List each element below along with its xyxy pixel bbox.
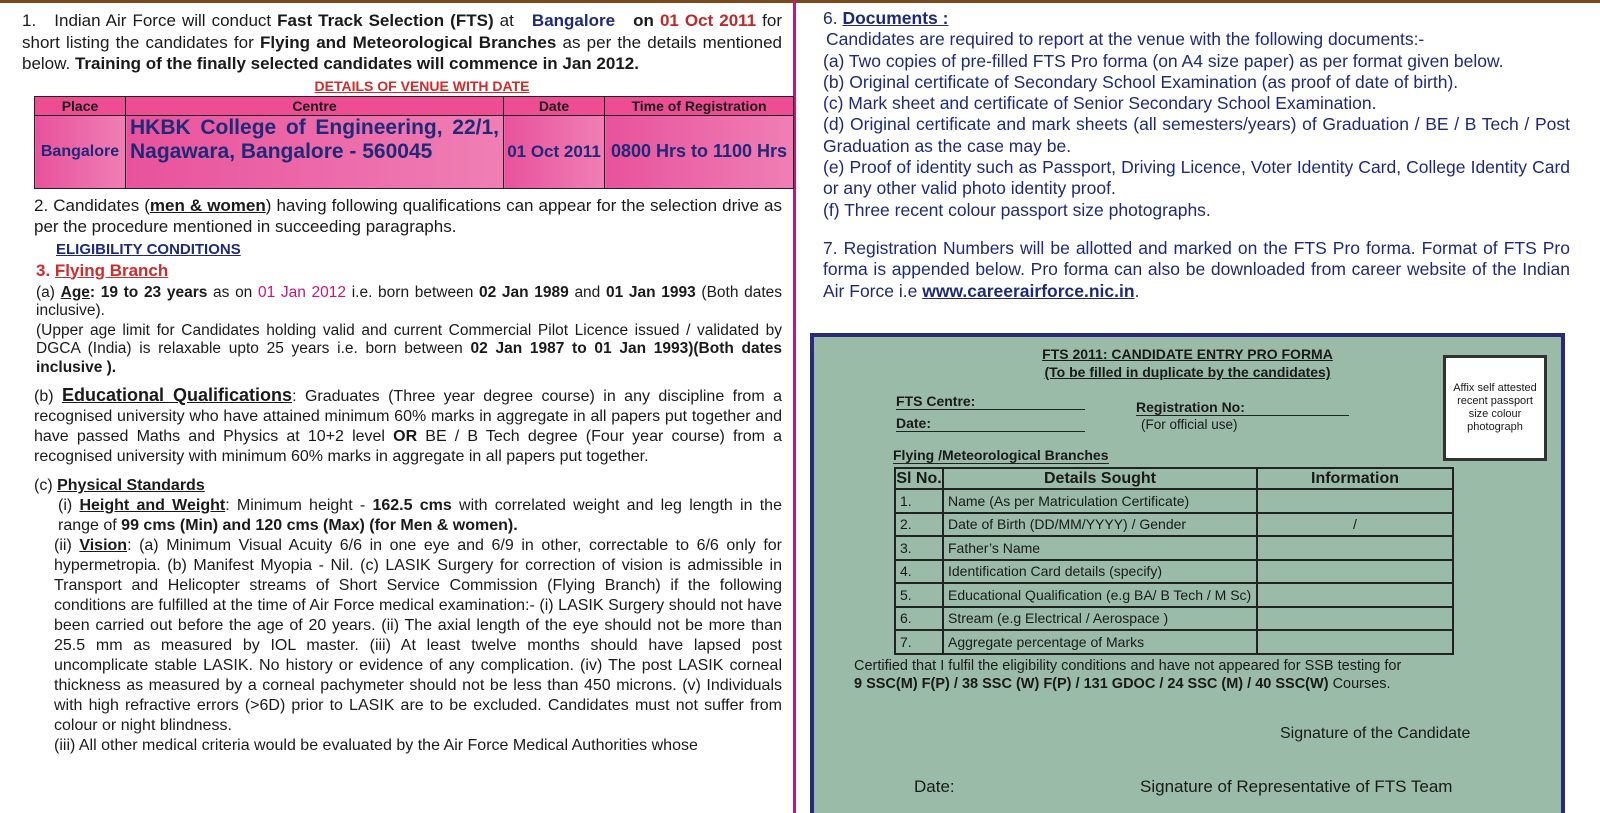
intro-training: Training of the finally selected candidates will commence in Jan 2012.: [74, 54, 639, 73]
row-number: 7.: [895, 630, 943, 654]
intro-on: on: [633, 11, 654, 30]
vision-label: Vision: [79, 537, 128, 554]
header-sl-no: Sl No.: [895, 468, 943, 489]
vision-paragraph: [30, 536, 782, 736]
registration-text: 7. Registration Numbers will be allotted and marked on the FTS Pro forma. Format of FTS Pro forma is appended below. Pro forma can also be downloaded from career website of the Indian Air Force i.e: [823, 237, 1570, 301]
branch-label-text: Flying /Meteorological Branches: [893, 447, 1109, 463]
right-column: [823, 8, 1570, 302]
cpl-from: 02 Jan 1987: [470, 340, 565, 357]
table-row: [895, 489, 1453, 513]
photo-box: Affix self attested recent passport size colour photograph: [1443, 355, 1547, 461]
intro-text-3: as per the details mentioned below.: [22, 32, 782, 73]
registration-no-line[interactable]: [1245, 399, 1349, 416]
documents-heading: [823, 8, 1570, 29]
registration-note: (For official use): [1141, 417, 1238, 432]
row-detail: Father’s Name: [943, 536, 1257, 560]
header-information: Information: [1257, 468, 1453, 489]
table-row: [895, 583, 1453, 607]
top-border: [0, 0, 1600, 3]
edu-or: OR: [393, 428, 418, 445]
documents-title: Documents :: [842, 8, 949, 28]
fts-centre-field[interactable]: [896, 393, 1085, 410]
age-tail: (Both dates inclusive).: [36, 283, 783, 319]
row-number: 2.: [895, 513, 943, 537]
venue-heading: DETAILS OF VENUE WITH DATE: [314, 77, 530, 94]
edu-label: Educational Qualifications: [62, 385, 293, 405]
document-item-e: (e) Proof of identity such as Passport, Driving Licence, Voter Identity Card, College Identity Card or any other valid photo identity proof.: [823, 157, 1570, 199]
row-info-field[interactable]: [1257, 607, 1453, 631]
intro-city: Bangalore: [531, 11, 616, 30]
intro-date: 01 Oct 2011: [659, 11, 757, 30]
row-detail: Aggregate percentage of Marks: [943, 630, 1257, 654]
documents-intro: Candidates are required to report at the venue with the following documents:-: [826, 29, 1425, 50]
cpl-paragraph: [36, 322, 782, 378]
venue-header-row: [35, 96, 794, 115]
row-detail: Identification Card details (specify): [943, 560, 1257, 584]
document-item-b: (b) Original certificate of Secondary School Examination (as proof of date of birth).: [823, 71, 1459, 92]
row-number: 1.: [895, 489, 943, 513]
intro-branches: Flying and Meteorological Branches: [259, 32, 557, 52]
venue-header-date: Date: [504, 96, 605, 115]
career-website-link[interactable]: www.careerairforce.nic.in: [922, 280, 1135, 301]
venue-table: [34, 96, 794, 189]
pro-forma-table: [894, 467, 1454, 655]
registration-no-field[interactable]: [1136, 399, 1349, 416]
intro-text-2: for short listing the candidates for: [22, 11, 783, 52]
flying-branch-heading: [36, 260, 782, 282]
documents-number: 6.: [823, 8, 838, 28]
pro-forma-subtitle: (To be filled in duplicate by the candidates): [1044, 364, 1331, 380]
row-info-field[interactable]: [1257, 630, 1453, 654]
age-paragraph: [36, 284, 782, 321]
intro-paragraph: [22, 10, 782, 75]
row-number: 6.: [895, 607, 943, 631]
para-2-text-2: ) having following qualifications can appear for the selection drive as per the procedure mentioned in succeeding paragraphs.: [34, 195, 782, 236]
age-from: 02 Jan 1989: [479, 283, 569, 301]
medical-paragraph: [30, 736, 782, 756]
signature-representative: Signature of Representative of FTS Team: [1140, 777, 1453, 796]
intro-fts: Fast Track Selection (FTS): [277, 11, 494, 30]
phys-label: Physical Standards: [57, 477, 205, 494]
edu-paragraph: [34, 385, 782, 467]
venue-date: 01 Oct 2011: [504, 115, 605, 188]
document-item-d: (d) Original certificate and mark sheets (all semesters/years) of Graduation / BE / B Tech / Post Graduation as the case may be.: [823, 114, 1570, 156]
row-number: 4.: [895, 560, 943, 584]
cert-text: Certified that I fulfil the eligibility conditions and have not appeared for SSB testing for: [854, 658, 1402, 674]
date-label: Date:: [896, 415, 932, 431]
height-weight-paragraph: [34, 496, 782, 536]
venue-centre: HKBK College of Engineering, 22/1, Nagawara, Bangalore - 560045: [126, 115, 504, 188]
row-info-field[interactable]: [1257, 560, 1453, 584]
row-number: 3.: [895, 536, 943, 560]
phys-prefix: (c): [34, 477, 53, 494]
age-to: 01 Jan 1993: [605, 283, 696, 301]
fts-centre-line[interactable]: [975, 393, 1085, 410]
cpl-to-word: to: [572, 340, 587, 357]
date-field[interactable]: [896, 415, 1085, 432]
vision-text: : (a) Minimum Visual Acuity 6/6 in one eye and 6/9 in other, correctable to 6/6 only for hypermetropia. (b) Manifest Myopia - Nil. (c) LASIK Surgery for correction of vision is admissible in Transport and Helicopter streams of Short Service Commission (Flying Branch) if the following conditions are fulfilled at the time of Air Force medical examination:- (i) LASIK Surgery should not have been carried out before the age of 20 years. (ii) The axial length of the eye should not be more than 25.5 mm as measured by IOL master. (iii) At least twelve months should have lapsed post uncomplicate stable LASIK. No history or evidence of any complication. (iv) The post LASIK corneal thickness as measured by a corneal pachymeter should not be less than 450 microns. (v) Individuals with high refractive errors (>6D) prior to LASIK are to be excluded. Candidates must not suffer from colour or night blindness.: [54, 537, 782, 734]
hw-text-2: with correlated weight and leg length in the range of: [58, 497, 782, 534]
row-info-field[interactable]: [1257, 536, 1453, 560]
registration-paragraph: [823, 238, 1570, 302]
fts-centre-label: FTS Centre:: [896, 393, 976, 409]
document-item-f: (f) Three recent colour passport size photographs.: [823, 199, 1211, 220]
table-row: [895, 560, 1453, 584]
age-date: 01 Jan 2012: [257, 283, 347, 301]
hw-prefix: (i): [58, 497, 73, 514]
hw-label: Height and Weight: [79, 497, 226, 514]
hw-range: 99 cms (Min) and 120 cms (Max) (for Men & women).: [121, 517, 518, 534]
cpl-tail: )(Both dates inclusive ).: [36, 340, 783, 376]
table-row: [895, 513, 1453, 537]
footer-date-label: Date:: [914, 777, 955, 796]
table-row: [895, 536, 1453, 560]
row-info-field[interactable]: [1257, 489, 1453, 513]
registration-no-label: Registration No:: [1136, 399, 1245, 415]
pro-forma-header-row: [895, 468, 1453, 489]
cpl-to: 01 Jan 1993: [594, 340, 689, 357]
date-line[interactable]: [931, 415, 1085, 432]
medical-text: (iii) All other medical criteria would be evaluated by the Air Force Medical Authorities whose: [54, 737, 698, 754]
age-text: i.e. born between: [351, 283, 474, 301]
pro-forma-box: [810, 333, 1565, 813]
age-as-on: as on: [213, 283, 253, 301]
cert-courses: 9 SSC(M) F(P) / 38 SSC (W) F(P) / 131 GDOC / 24 SSC (M) / 40 SSC(W): [854, 676, 1329, 692]
age-prefix: (a): [36, 283, 55, 301]
certification: [854, 657, 1514, 693]
eligibility-heading: ELIGIBILITY CONDITIONS: [56, 240, 241, 258]
edu-text-1: : Graduates (Three year degree course) in any discipline from a recognised university who have attained minimum 60% marks in aggregate in all papers put together and have passed Maths and Physics at 10+2 level: [34, 388, 783, 445]
cpl-text: (Upper age limit for Candidates holding valid and current Commercial Pilot Licence issued / validated by DGCA (India) is relaxable upto 25 years i.e. born between: [36, 321, 782, 357]
header-details: Details Sought: [943, 468, 1257, 489]
pro-forma-title-text: FTS 2011: CANDIDATE ENTRY PRO FORMA: [1042, 346, 1333, 362]
age-years: : 19 to 23 years: [89, 283, 208, 301]
intro-text-1: Indian Air Force will conduct: [54, 11, 272, 30]
left-column: [22, 10, 788, 756]
phys-heading: [34, 476, 782, 496]
edu-text-2: BE / B Tech degree (Four year course) from a recognised university with minimum 60% marks in aggregate in all papers put together.: [34, 428, 782, 465]
intro-at: at: [499, 11, 514, 30]
signature-candidate: Signature of the Candidate: [1280, 725, 1471, 742]
para-2-men-women: men & women: [149, 195, 266, 215]
row-info-field[interactable]: /: [1257, 513, 1453, 537]
venue-header-time: Time of Registration: [605, 96, 794, 115]
vision-prefix: (ii): [54, 537, 72, 554]
row-detail: Stream (e.g Electrical / Aerospace ): [943, 607, 1257, 631]
hw-text-1: : Minimum height -: [225, 497, 366, 514]
edu-prefix: (b): [34, 388, 54, 405]
cert-tail: Courses.: [1332, 676, 1391, 692]
branch-label: [893, 447, 1109, 464]
row-detail: Name (As per Matriculation Certificate): [943, 489, 1257, 513]
venue-row: [35, 115, 794, 188]
para-2-text-1: 2. Candidates (: [34, 195, 150, 215]
document-item-a: (a) Two copies of pre-filled FTS Pro forma (on A4 size paper) as per format given below.: [823, 50, 1504, 71]
table-row: [895, 630, 1453, 654]
table-row: [895, 607, 1453, 631]
para-2: [34, 195, 782, 237]
venue-header-centre: Centre: [126, 96, 504, 115]
flying-branch-number: 3.: [36, 260, 51, 280]
venue-place: Bangalore: [35, 115, 126, 188]
venue-time: 0800 Hrs to 1100 Hrs: [605, 115, 794, 188]
row-info-field[interactable]: [1257, 583, 1453, 607]
document-item-c: (c) Mark sheet and certificate of Senior Secondary School Examination.: [823, 93, 1377, 114]
row-detail: Date of Birth (DD/MM/YYYY) / Gender: [943, 513, 1257, 537]
age-label: Age: [60, 283, 90, 301]
venue-header-place: Place: [35, 96, 126, 115]
flying-branch-title: Flying Branch: [54, 260, 169, 280]
age-and: and: [574, 283, 601, 301]
row-number: 5.: [895, 583, 943, 607]
row-detail: Educational Qualification (e.g BA/ B Tech / M Sc): [943, 583, 1257, 607]
intro-number: 1.: [22, 11, 37, 30]
hw-value: 162.5 cms: [372, 497, 452, 514]
registration-tail: .: [1134, 280, 1140, 301]
